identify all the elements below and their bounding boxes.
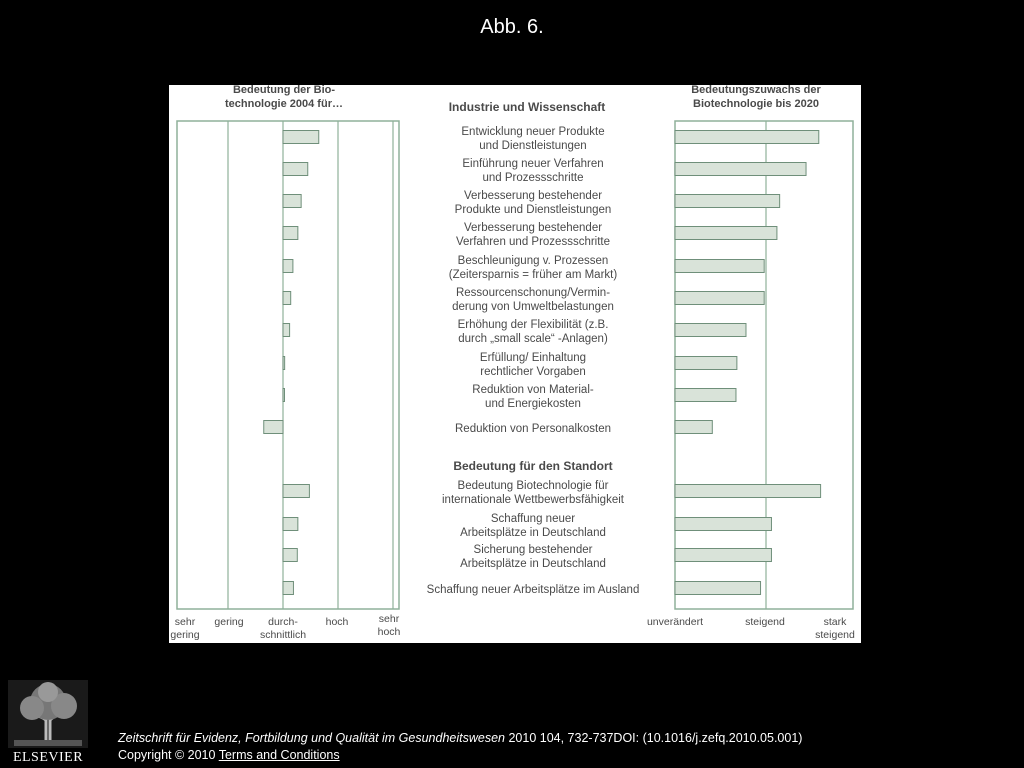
right-bar bbox=[675, 292, 764, 305]
left-bar bbox=[283, 324, 290, 337]
left-bar bbox=[283, 549, 297, 562]
right-bar bbox=[675, 227, 777, 240]
category-label: Sicherung bestehender Arbeitsplätze in Deutschland bbox=[460, 544, 606, 570]
citation-reference: 2010 104, 732-737DOI: (10.1016/j.zefq.2010.05.001) bbox=[505, 731, 803, 745]
section-title: Bedeutung für den Standort bbox=[453, 459, 613, 473]
citation-line bbox=[118, 731, 802, 745]
right-tick-label: stark steigend bbox=[815, 616, 855, 641]
right-bar bbox=[675, 131, 819, 144]
right-bar bbox=[675, 260, 764, 273]
journal-name: Zeitschrift für Evidenz, Fortbildung und Qualität im Gesundheitswesen bbox=[118, 731, 505, 745]
left-bar bbox=[283, 389, 285, 402]
center-title: Industrie und Wissenschaft bbox=[448, 100, 606, 114]
category-label: Erhöhung der Flexibilität (z.B. durch „small scale“ -Anlagen) bbox=[457, 319, 609, 345]
right-bar bbox=[675, 549, 771, 562]
terms-link[interactable]: Terms and Conditions bbox=[218, 748, 340, 762]
right-panel-title: Bedeutungszuwachs der Biotechnologie bis 2020 bbox=[691, 85, 821, 110]
elsevier-logo[interactable] bbox=[8, 680, 88, 766]
right-bar bbox=[675, 163, 806, 176]
right-bar bbox=[675, 357, 737, 370]
category-label: Verbesserung bestehender Produkte und Dienstleistungen bbox=[454, 190, 612, 216]
bar-chart bbox=[169, 85, 861, 643]
left-bar bbox=[283, 485, 309, 498]
left-panel-title: Bedeutung der Bio-technologie 2004 für… bbox=[225, 85, 343, 110]
right-bar bbox=[675, 518, 771, 531]
copyright-line bbox=[118, 748, 340, 762]
left-bar bbox=[283, 163, 308, 176]
category-label: Erfüllung/ Einhaltung rechtlicher Vorgaben bbox=[479, 352, 587, 378]
category-label: Reduktion von Material-und Energiekosten bbox=[472, 384, 594, 410]
right-tick-label: steigend bbox=[745, 616, 785, 628]
left-tick-label: durch-schnittlich bbox=[259, 616, 307, 641]
left-bar bbox=[283, 292, 291, 305]
category-label: Reduktion von Personalkosten bbox=[455, 423, 611, 435]
category-label: Entwicklung neuer Produkte und Dienstleistungen bbox=[461, 126, 605, 152]
copyright-text: Copyright © 2010 bbox=[118, 748, 219, 762]
left-tick-label: sehr gering bbox=[170, 616, 200, 641]
figure-panel bbox=[169, 85, 861, 643]
left-bar bbox=[283, 357, 285, 370]
left-tick-label: gering bbox=[214, 616, 244, 628]
left-bar bbox=[283, 260, 293, 273]
category-label: Einführung neuer Verfahren und Prozessschritte bbox=[462, 158, 604, 184]
category-label: Bedeutung Biotechnologie für internationale Wettbewerbsfähigkeit bbox=[442, 480, 624, 506]
right-bar bbox=[675, 421, 712, 434]
publisher-wordmark: ELSEVIER bbox=[12, 750, 84, 765]
slide-title: Abb. 6. bbox=[480, 16, 544, 38]
left-bar bbox=[283, 582, 293, 595]
category-label: Beschleunigung v. Prozessen (Zeitersparnis = früher am Markt) bbox=[448, 255, 618, 281]
left-bar bbox=[283, 227, 298, 240]
left-tick-label: hoch bbox=[325, 616, 349, 628]
right-bar bbox=[675, 195, 780, 208]
right-bar bbox=[675, 324, 746, 337]
category-label: Schaffung neuer Arbeitsplätze im Ausland bbox=[426, 584, 640, 596]
left-bar bbox=[283, 518, 298, 531]
right-tick-label: unverändert bbox=[646, 616, 704, 628]
left-bar bbox=[283, 195, 301, 208]
tree-logo-icon bbox=[8, 680, 88, 748]
category-label: Ressourcenschonung/Vermin-derung von Umweltbelastungen bbox=[452, 287, 614, 313]
left-bar bbox=[264, 421, 283, 434]
right-bar bbox=[675, 582, 761, 595]
category-label: Verbesserung bestehender Verfahren und Prozessschritte bbox=[455, 222, 611, 248]
right-bar bbox=[675, 389, 736, 402]
category-label: Schaffung neuer Arbeitsplätze in Deutschland bbox=[460, 513, 606, 539]
left-tick-label: sehr hoch bbox=[377, 613, 401, 638]
right-bar bbox=[675, 485, 821, 498]
left-bar bbox=[283, 131, 319, 144]
